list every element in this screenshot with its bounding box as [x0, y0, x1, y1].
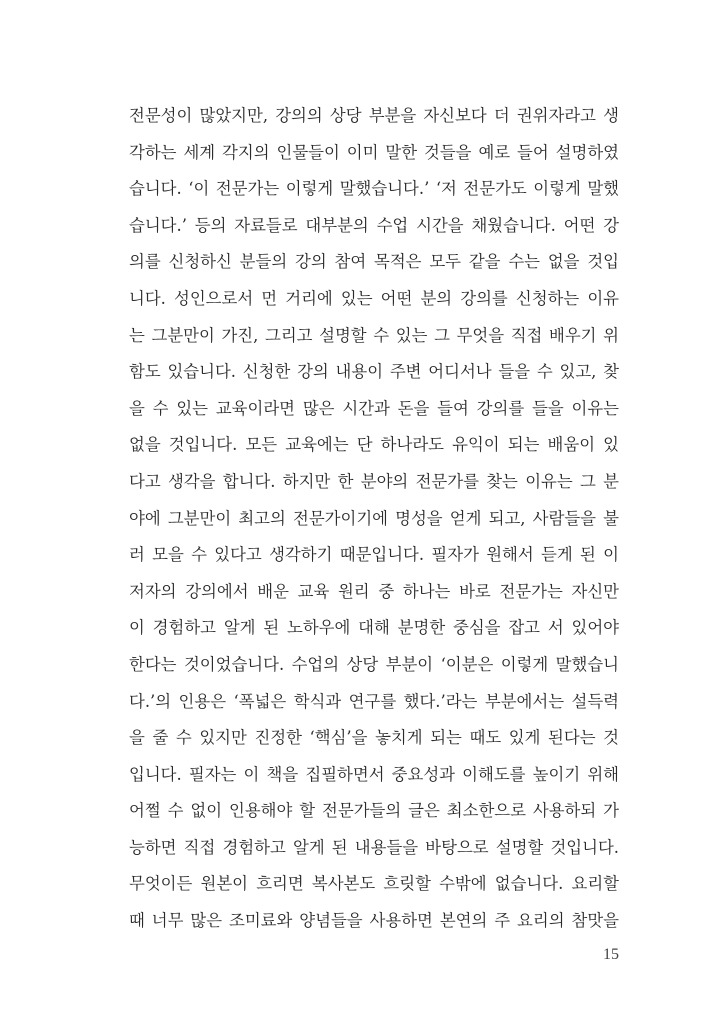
- text-line: 을 수 있는 교육이라면 많은 시간과 돈을 들여 강의를 들을 이유는: [129, 398, 619, 418]
- text-line: 야에 그분만이 최고의 전문가이기에 명성을 얻게 되고, 사람들을 불: [129, 508, 619, 528]
- text-line: 습니다.’ 등의 자료들로 대부분의 수업 시간을 채웠습니다. 어떤 강: [129, 215, 619, 235]
- text-line: 니다. 성인으로서 먼 거리에 있는 어떤 분의 강의를 신청하는 이유: [129, 288, 619, 308]
- text-line: 능하면 직접 경험하고 알게 된 내용들을 바탕으로 설명할 것입니다.: [129, 837, 619, 857]
- text-line: 는 그분만이 가진, 그리고 설명할 수 있는 그 무엇을 직접 배우기 위: [129, 325, 619, 345]
- text-line: 입니다. 필자는 이 책을 집필하면서 중요성과 이해도를 높이기 위해: [129, 764, 619, 784]
- text-line: 각하는 세계 각지의 인물들이 이미 말한 것들을 예로 들어 설명하였: [129, 142, 619, 162]
- text-line: 무엇이든 원본이 흐리면 복사본도 흐릿할 수밖에 없습니다. 요리할: [129, 874, 619, 894]
- text-line: 전문성이 많았지만, 강의의 상당 부분을 자신보다 더 권위자라고 생: [129, 106, 619, 125]
- text-line: 의를 신청하신 분들의 강의 참여 목적은 모두 같을 수는 없을 것입: [129, 252, 619, 272]
- text-line: 러 모을 수 있다고 생각하기 때문입니다. 필자가 원해서 듣게 된 이: [129, 545, 619, 565]
- text-line: 을 줄 수 있지만 진정한 ‘핵심’을 놓치게 되는 때도 있게 된다는 것: [129, 728, 619, 748]
- text-line: 함도 있습니다. 신청한 강의 내용이 주변 어디서나 들을 수 있고, 찾: [129, 362, 619, 382]
- text-line: 어쩔 수 없이 인용해야 할 전문가들의 글은 최소한으로 사용하되 가: [129, 801, 619, 821]
- text-line: 없을 것입니다. 모든 교육에는 단 하나라도 유익이 되는 배움이 있: [129, 435, 619, 455]
- text-line: 습니다. ‘이 전문가는 이렇게 말했습니다.’ ‘저 전문가도 이렇게 말했: [129, 179, 619, 199]
- text-line: 다고 생각을 합니다. 하지만 한 분야의 전문가를 찾는 이유는 그 분: [129, 471, 619, 491]
- text-line: 다.’의 인용은 ‘폭넓은 학식과 연구를 했다.’라는 부분에서는 설득력: [129, 691, 619, 711]
- text-line: 저자의 강의에서 배운 교육 원리 중 하나는 바로 전문가는 자신만: [129, 581, 619, 601]
- body-text: [129, 98, 619, 940]
- text-line: 때 너무 많은 조미료와 양념들을 사용하면 본연의 주 요리의 참맛을: [129, 911, 619, 931]
- text-line: 한다는 것이었습니다. 수업의 상당 부분이 ‘이분은 이렇게 말했습니: [129, 654, 619, 674]
- text-line: 이 경험하고 알게 된 노하우에 대해 분명한 중심을 잡고 서 있어야: [129, 618, 619, 638]
- page-number: 15: [603, 946, 619, 963]
